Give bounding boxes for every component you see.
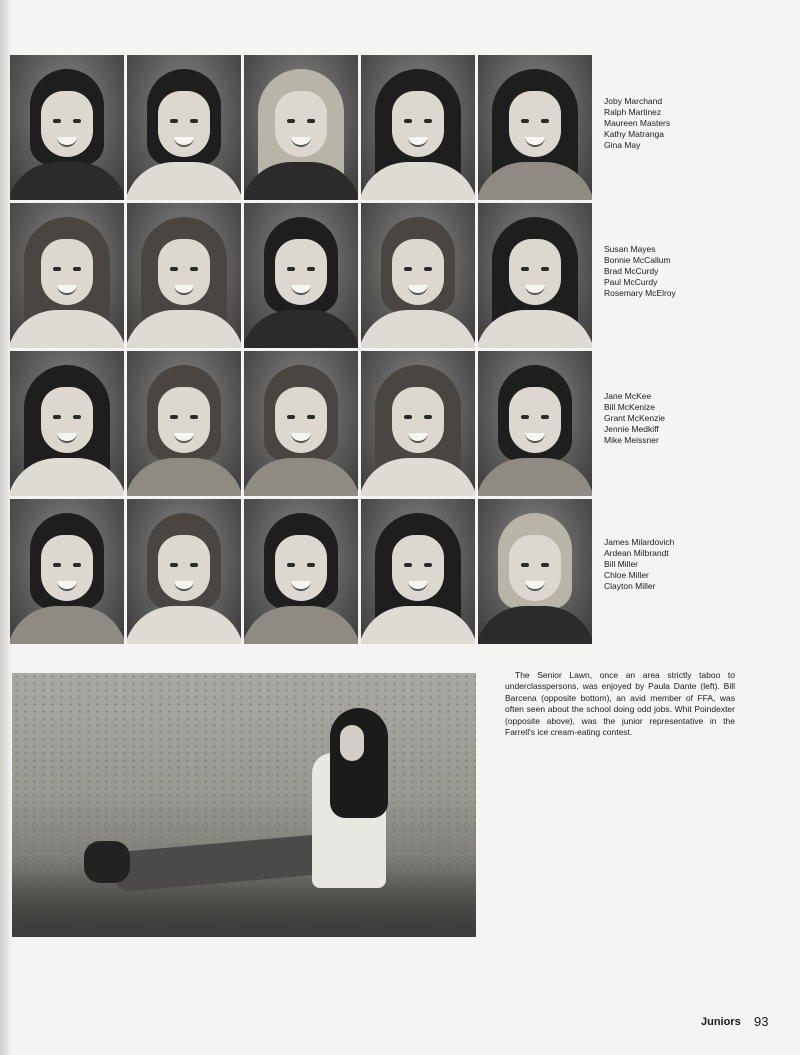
name-list: [604, 244, 676, 299]
student-name: Ralph Martinez: [604, 107, 662, 117]
student-name: Jennie Medkiff: [604, 424, 659, 434]
student-name: Bill Miller: [604, 559, 638, 569]
portrait-photo: [478, 499, 592, 644]
portrait-photo: [127, 499, 241, 644]
section-label: Juniors: [701, 1016, 741, 1028]
candid-photo: [12, 673, 476, 937]
page-number: 93: [754, 1014, 769, 1029]
portrait-photo: [10, 203, 124, 348]
portrait-photo: [361, 203, 475, 348]
portrait-photo: [127, 351, 241, 496]
student-name: Joby Marchand: [604, 96, 663, 106]
portrait-photo: [127, 203, 241, 348]
name-list: [604, 391, 665, 446]
student-name: Jane McKee: [604, 391, 652, 401]
photo-caption: The Senior Lawn, once an area strictly taboo to underclasspersons, was enjoyed by Paula Dante (left). Bill Barcena (opposite bottom), an avid member of FFA, was often seen about the school doing odd jobs. Whit Poindexter (opposite above), was the junior representative in the Farrell's ice cream-eating contest.: [505, 670, 735, 738]
portrait-photo: [361, 499, 475, 644]
portrait-photo: [244, 499, 358, 644]
student-name: Mike Meissner: [604, 435, 659, 445]
student-name: Susan Mayes: [604, 244, 656, 254]
portrait-photo: [244, 351, 358, 496]
portrait-photo: [10, 351, 124, 496]
name-list: [604, 96, 670, 151]
portrait-photo: [361, 351, 475, 496]
portrait-photo: [361, 55, 475, 200]
portrait-grid: [10, 55, 592, 645]
student-name: Brad McCurdy: [604, 266, 659, 276]
student-name: Gina May: [604, 140, 641, 150]
portrait-photo: [478, 203, 592, 348]
student-name: Rosemary McElroy: [604, 288, 676, 298]
student-name: Ardean Milbrandt: [604, 548, 669, 558]
student-name: Bonnie McCallum: [604, 255, 671, 265]
portrait-photo: [10, 55, 124, 200]
student-name: Paul McCurdy: [604, 277, 658, 287]
portrait-photo: [244, 203, 358, 348]
portrait-photo: [127, 55, 241, 200]
portrait-photo: [478, 55, 592, 200]
portrait-photo: [478, 351, 592, 496]
name-list: [604, 537, 674, 592]
portrait-photo: [244, 55, 358, 200]
student-name: Clayton Miller: [604, 581, 656, 591]
student-name: James Milardovich: [604, 537, 675, 547]
student-name: Bill McKenize: [604, 402, 656, 412]
student-name: Grant McKenzie: [604, 413, 665, 423]
student-name: Maureen Masters: [604, 118, 671, 128]
student-name: Chloe Miller: [604, 570, 649, 580]
student-name: Kathy Matranga: [604, 129, 665, 139]
portrait-photo: [10, 499, 124, 644]
